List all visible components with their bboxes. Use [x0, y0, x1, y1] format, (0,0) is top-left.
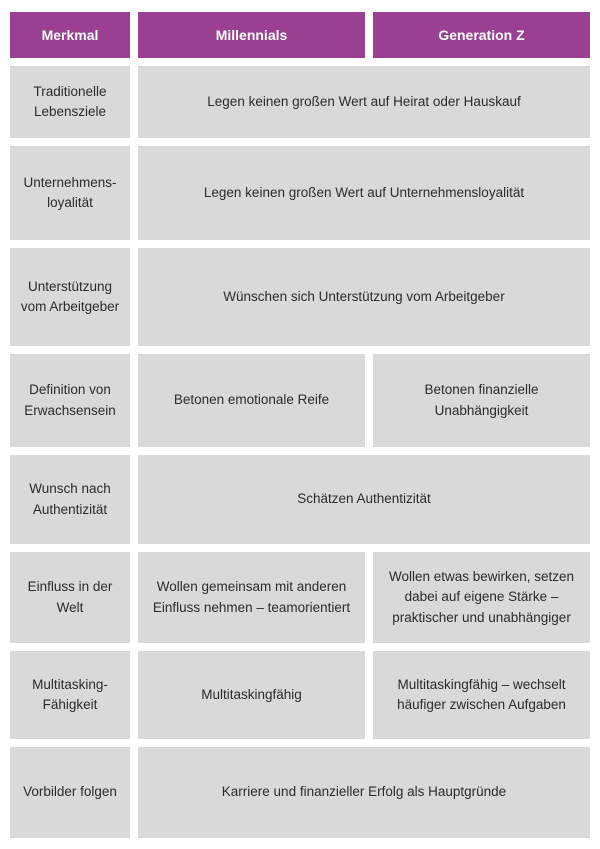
row-2-merkmal: Unternehmens-loyalität — [10, 146, 130, 240]
row-7-merkmal: Multitasking-Fähigkeit — [10, 651, 130, 739]
row-6-millennials-value: Wollen gemeinsam mit anderen Einfluss nehmen – teamorientiert — [138, 552, 365, 643]
header-merkmal: Merkmal — [10, 12, 130, 58]
row-8-shared-value: Karriere und finanzieller Erfolg als Hauptgründe — [138, 747, 590, 838]
row-6-merkmal: Einfluss in der Welt — [10, 552, 130, 643]
row-4-generation-z-value: Betonen finanzielle Unabhängigkeit — [373, 354, 590, 447]
row-4-merkmal: Definition von Erwachsensein — [10, 354, 130, 447]
row-6-generation-z-value: Wollen etwas bewirken, setzen dabei auf eigene Stärke – praktischer und unabhängiger — [373, 552, 590, 643]
row-1-merkmal: Traditionelle Lebensziele — [10, 66, 130, 138]
row-3-shared-value: Wünschen sich Unterstützung vom Arbeitgeber — [138, 248, 590, 346]
header-millennials: Millennials — [138, 12, 365, 58]
row-2-shared-value: Legen keinen großen Wert auf Unternehmensloyalität — [138, 146, 590, 240]
row-4-millennials-value: Betonen emotionale Reife — [138, 354, 365, 447]
row-1-shared-value: Legen keinen großen Wert auf Heirat oder Hauskauf — [138, 66, 590, 138]
header-generation-z: Generation Z — [373, 12, 590, 58]
row-3-merkmal: Unterstützung vom Arbeitgeber — [10, 248, 130, 346]
row-8-merkmal: Vorbilder folgen — [10, 747, 130, 838]
row-7-millennials-value: Multitaskingfähig — [138, 651, 365, 739]
row-7-generation-z-value: Multitaskingfähig – wechselt häufiger zwischen Aufgaben — [373, 651, 590, 739]
row-5-merkmal: Wunsch nach Authentizität — [10, 455, 130, 544]
row-5-shared-value: Schätzen Authentizität — [138, 455, 590, 544]
